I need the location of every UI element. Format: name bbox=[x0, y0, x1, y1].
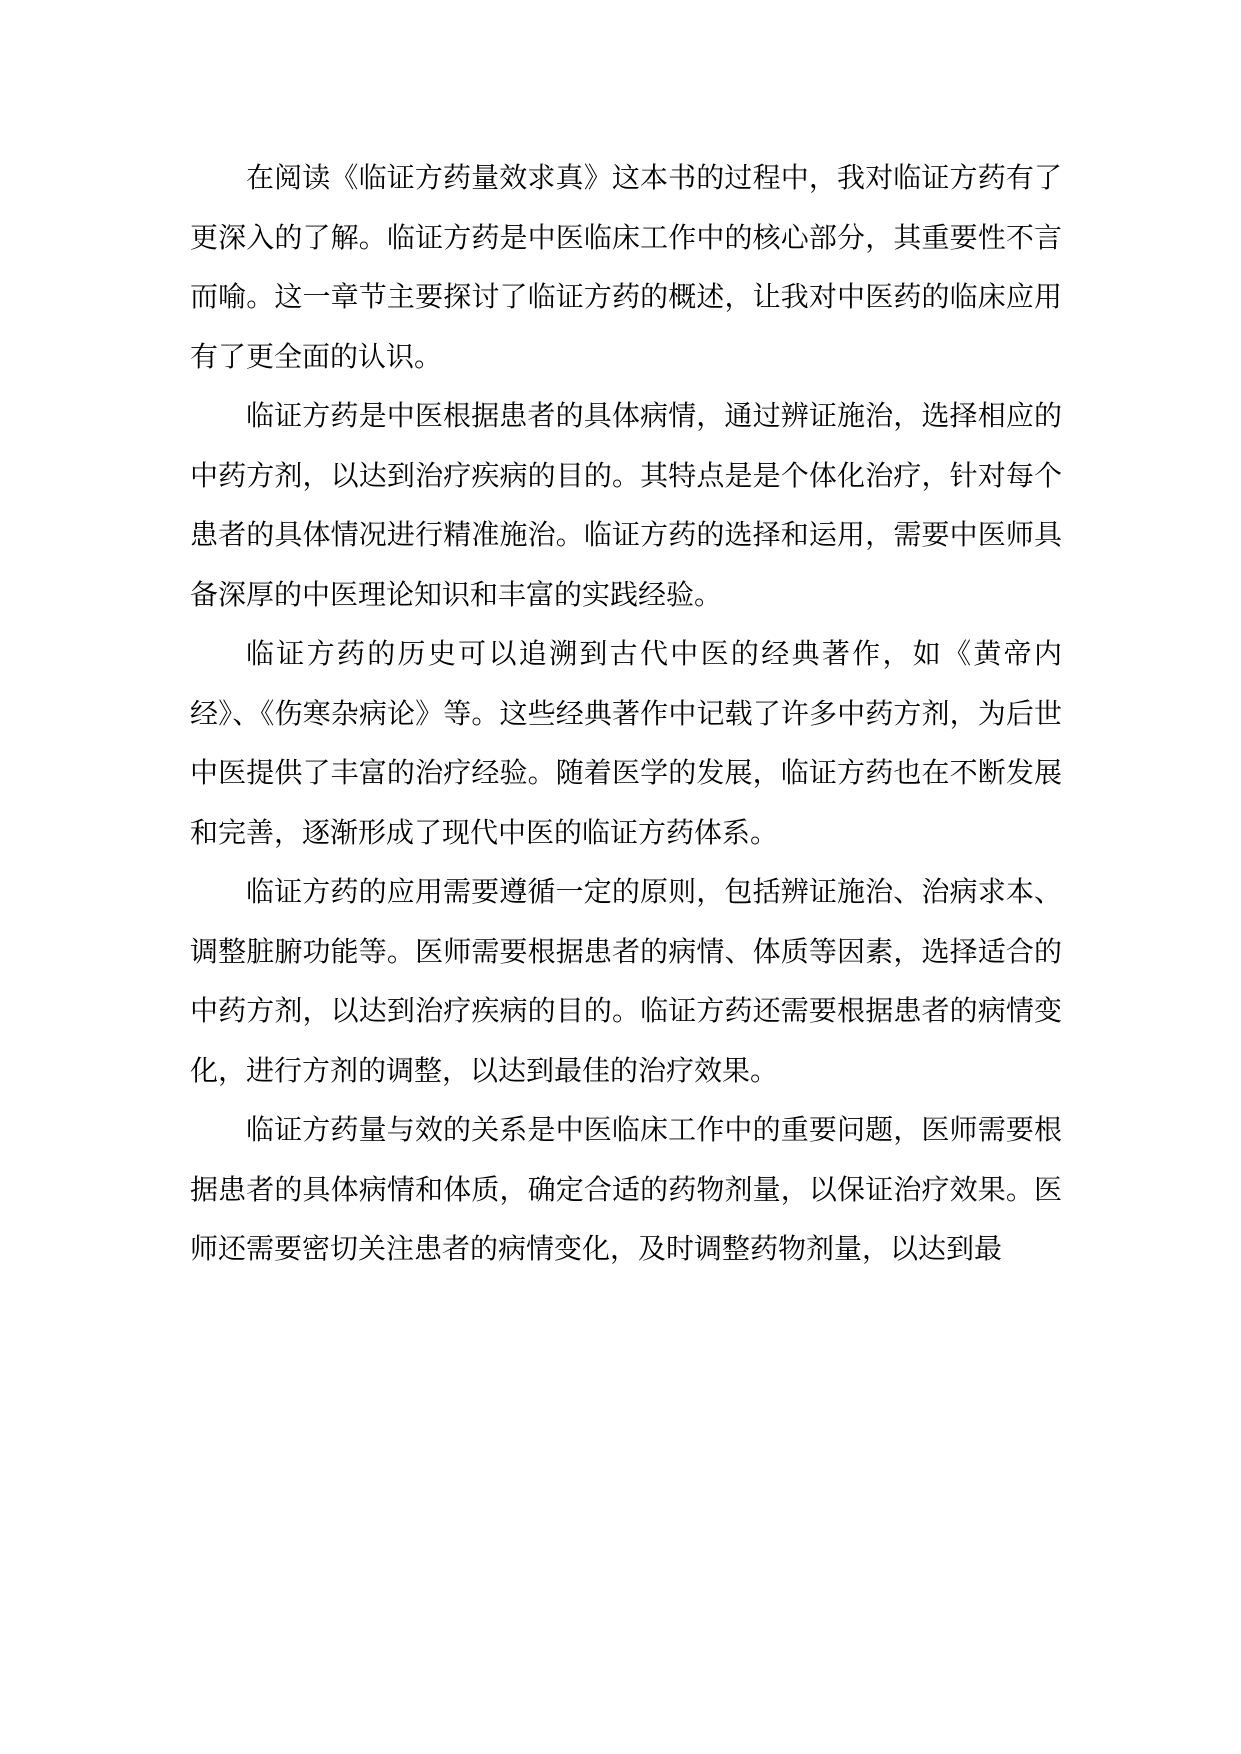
paragraph-2: 临证方药是中医根据患者的具体病情，通过辨证施治，选择相应的中药方剂，以达到治疗疾病的目的。其特点是是个体化治疗，针对每个患者的具体情况进行精准施治。临证方药的选择和运用，需要中医师具备深厚的中医理论知识和丰富的实践经验。 bbox=[190, 399, 1062, 611]
paragraph-5: 临证方药量与效的关系是中医临床工作中的重要问题，医师需要根据患者的具体病情和体质，确定合适的药物剂量，以保证治疗效果。医师还需要密切关注患者的病情变化，及时调整药物剂量，以达到最 bbox=[190, 1113, 1062, 1265]
document-body bbox=[190, 148, 1062, 1279]
paragraph-4: 临证方药的应用需要遵循一定的原则，包括辨证施治、治病求本、调整脏腑功能等。医师需要根据患者的病情、体质等因素，选择适合的中药方剂，以达到治疗疾病的目的。临证方药还需要根据患者的病情变化，进行方剂的调整，以达到最佳的治疗效果。 bbox=[190, 875, 1062, 1087]
paragraph-3: 临证方药的历史可以追溯到古代中医的经典著作，如《黄帝内经》、《伤寒杂病论》等。这些经典著作中记载了许多中药方剂，为后世中医提供了丰富的治疗经验。随着医学的发展，临证方药也在不断发展和完善，逐渐形成了现代中医的临证方药体系。 bbox=[190, 637, 1062, 849]
paragraph-1: 在阅读《临证方药量效求真》这本书的过程中，我对临证方药有了更深入的了解。临证方药是中医临床工作中的核心部分，其重要性不言而喻。这一章节主要探讨了临证方药的概述，让我对中医药的临床应用有了更全面的认识。 bbox=[190, 161, 1062, 373]
